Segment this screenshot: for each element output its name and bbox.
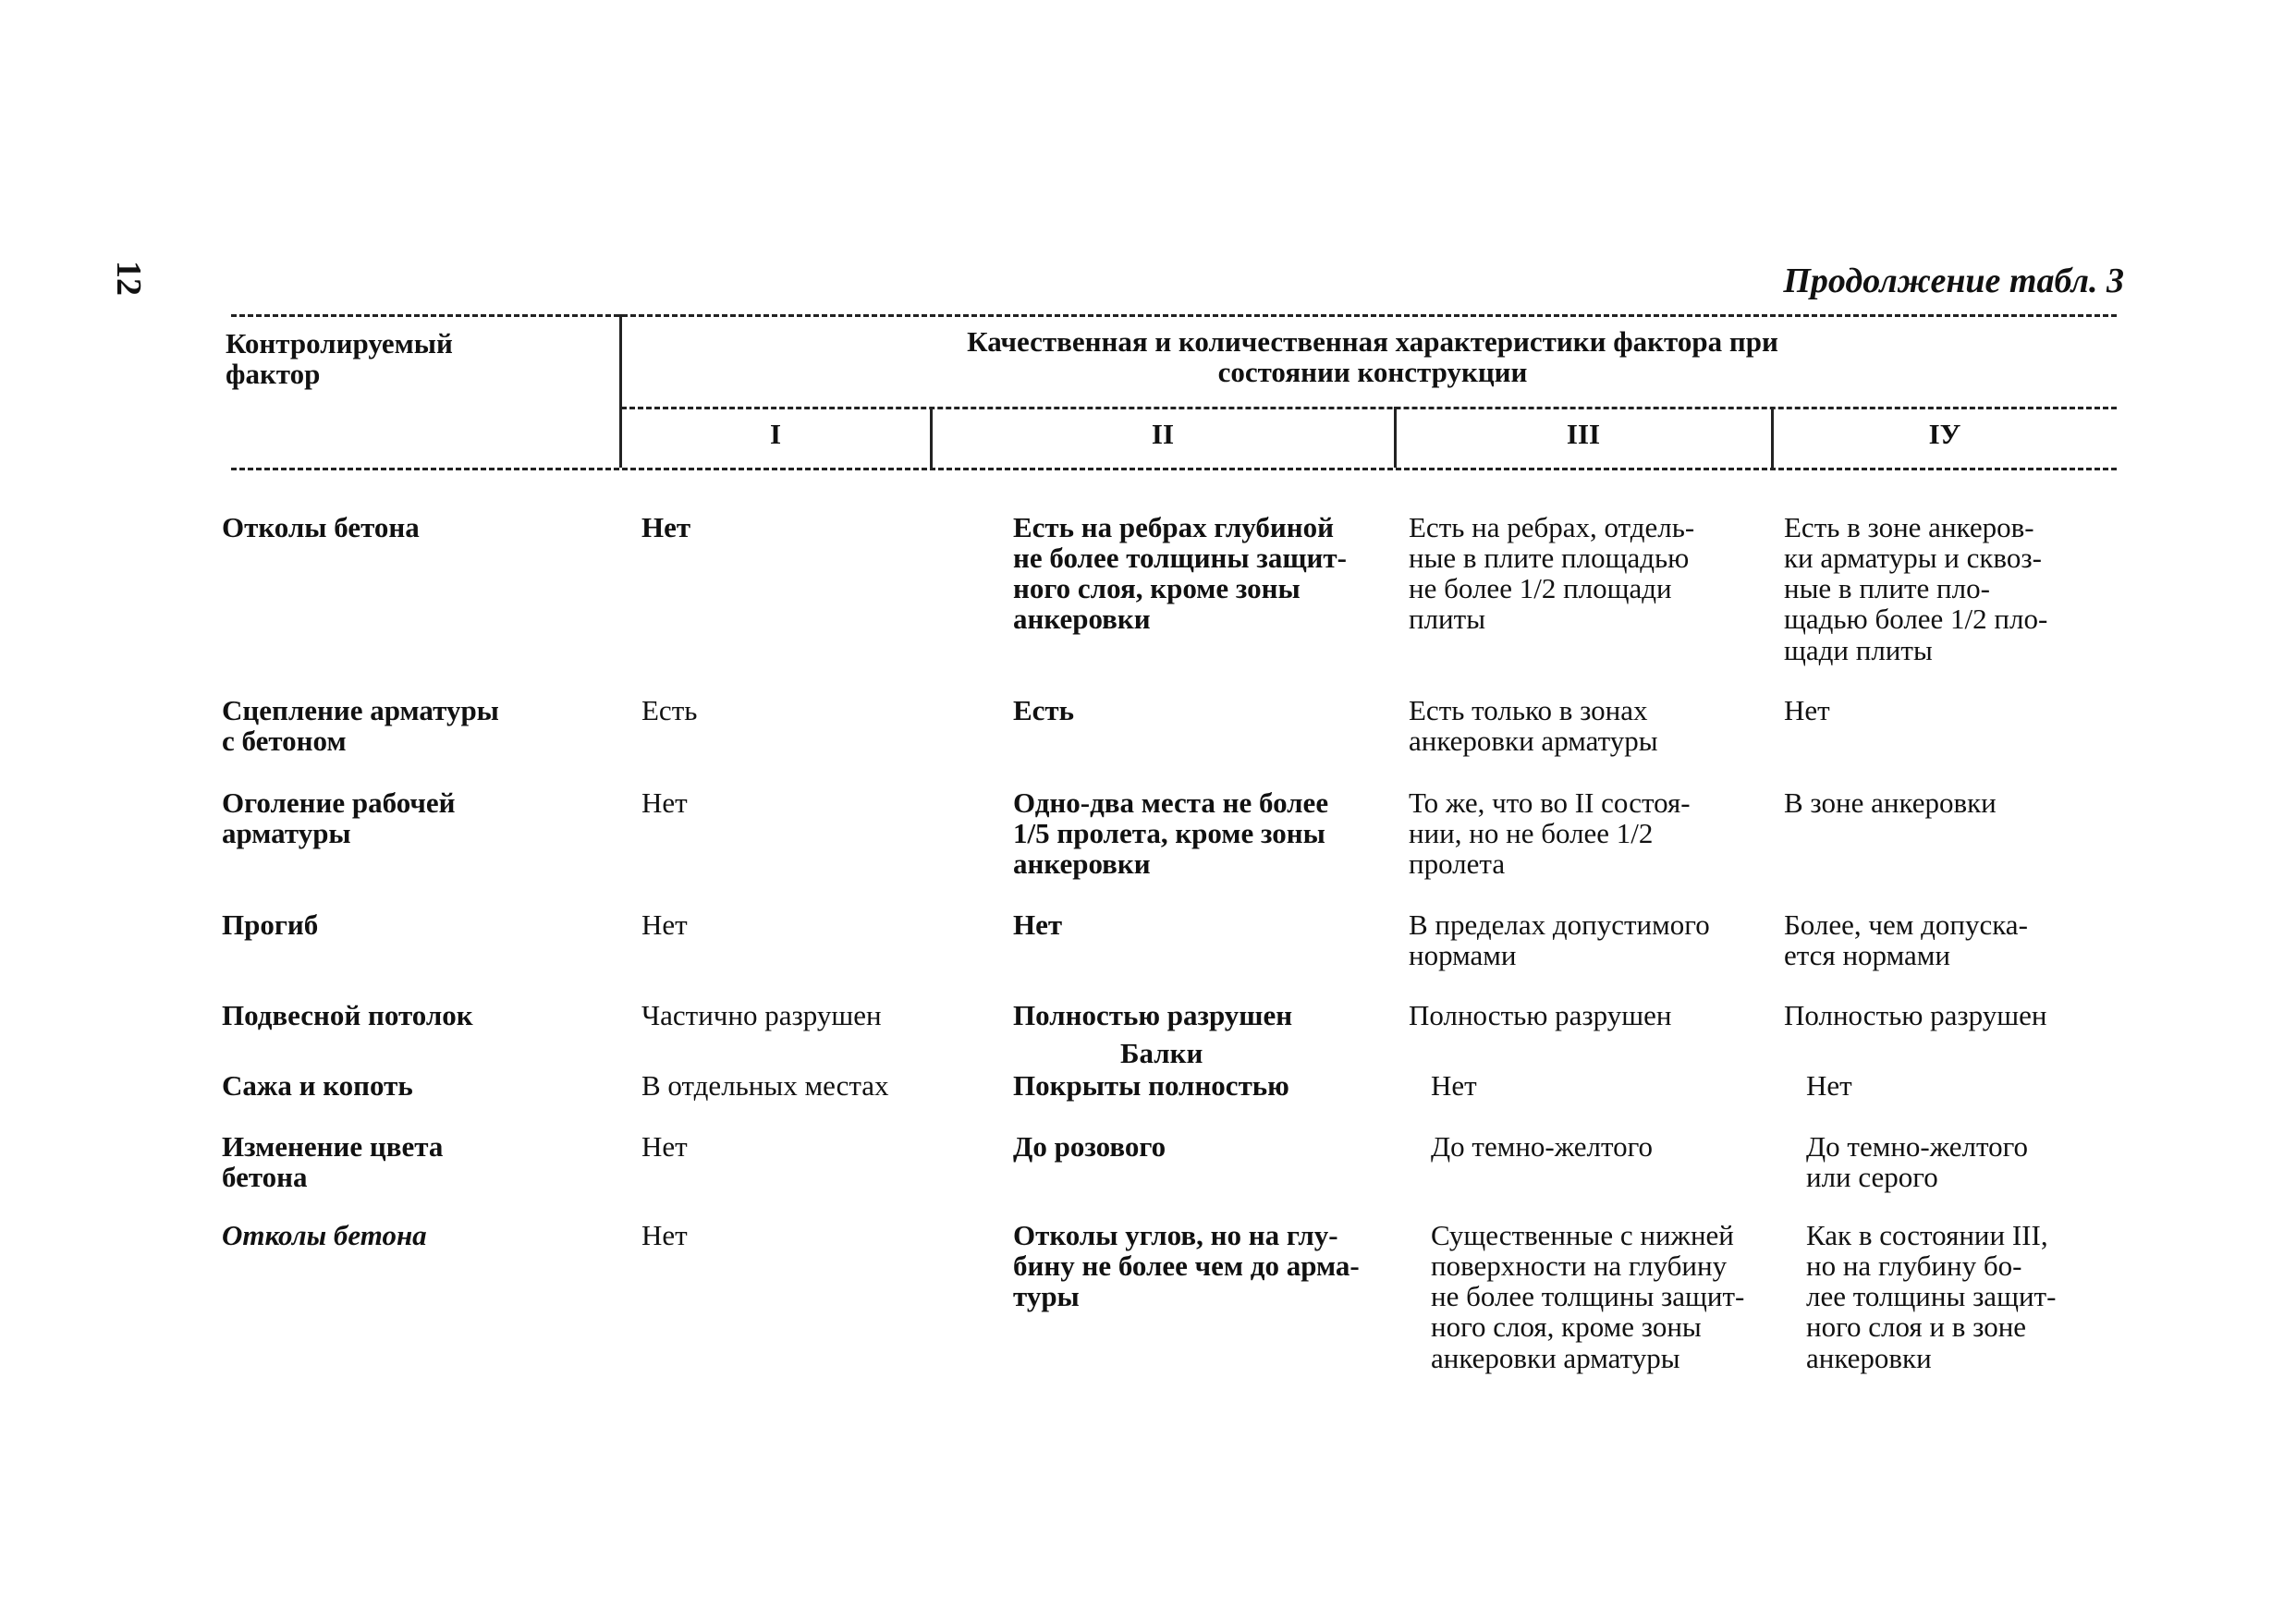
row-state-2: Одно-два места не более 1/5 пролета, кроме зоны анкеровки xyxy=(1013,786,1329,881)
row-state-4: Нет xyxy=(1806,1069,1852,1102)
row-state-3: Полностью разрушен xyxy=(1409,999,1672,1031)
row-state-3: До темно-желтого xyxy=(1431,1130,1654,1163)
row-state-2: Есть xyxy=(1013,694,1075,726)
section-subheading: Балки xyxy=(1120,1037,1203,1069)
row-factor: Отколы бетона xyxy=(222,1219,427,1251)
row-state-1: В отдельных местах xyxy=(641,1069,889,1102)
state-header-3: III xyxy=(1566,418,1601,450)
row-state-3: Существенные с нижней поверхности на глубину не более толщины защит- ного слоя, кроме зоны анкеровки арматуры xyxy=(1431,1219,1745,1374)
row-state-1: Нет xyxy=(641,511,691,543)
row-factor: Отколы бетона xyxy=(222,511,420,543)
row-state-1: Есть xyxy=(641,694,698,726)
row-factor: Сцепление арматуры с бетоном xyxy=(222,694,499,758)
row-state-1: Частично разрушен xyxy=(641,999,882,1031)
row-factor: Оголение рабочей арматуры xyxy=(222,786,456,850)
factor-column-header: Контролируемый фактор xyxy=(226,327,453,390)
row-state-4: Есть в зоне анкеров- ки арматуры и сквоз- ные в плите пло- щадью более 1/2 пло- щади плиты xyxy=(1784,511,2048,666)
row-state-4: Как в состоянии III, но на глубину бо- лее толщины защит- ного слоя и в зоне анкеровки xyxy=(1806,1219,2057,1374)
row-factor: Сажа и копоть xyxy=(222,1069,413,1102)
row-state-2: Покрыты полностью xyxy=(1013,1069,1289,1102)
row-state-2: Полностью разрушен xyxy=(1013,999,1293,1031)
row-state-4: Полностью разрушен xyxy=(1784,999,2047,1031)
table-caption: Продолжение табл. 3 xyxy=(1783,262,2124,300)
row-state-2: До розового xyxy=(1013,1130,1166,1163)
row-state-1: Нет xyxy=(641,908,688,941)
row-state-3: Есть на ребрах, отдель- ные в плите площадью не более 1/2 площади плиты xyxy=(1409,511,1695,636)
row-state-4: Более, чем допуска- ется нормами xyxy=(1784,908,2028,972)
row-state-4: В зоне анкеровки xyxy=(1784,786,1997,819)
row-state-2: Нет xyxy=(1013,908,1063,941)
row-state-4: До темно-желтого или серого xyxy=(1806,1130,2029,1194)
state-header-1: I xyxy=(769,418,782,450)
row-state-1: Нет xyxy=(641,786,688,819)
row-state-3: То же, что во II состоя- нии, но не более 1/2 пролета xyxy=(1409,786,1691,881)
state-header-4: IУ xyxy=(1928,418,1961,450)
header-bottom-rule xyxy=(231,468,2117,470)
row-state-1: Нет xyxy=(641,1219,688,1251)
row-state-2: Отколы углов, но на глу- бину не более чем до арма- туры xyxy=(1013,1219,1360,1313)
row-state-3: Есть только в зонах анкеровки арматуры xyxy=(1409,694,1658,758)
state-header-2: II xyxy=(1151,418,1175,450)
row-factor: Изменение цвета бетона xyxy=(222,1130,444,1194)
header-middle-rule xyxy=(621,407,2117,409)
row-state-2: Есть на ребрах глубиной не более толщины защит- ного слоя, кроме зоны анкеровки xyxy=(1013,511,1347,636)
row-factor: Прогиб xyxy=(222,908,319,941)
row-state-1: Нет xyxy=(641,1130,688,1163)
table-top-rule xyxy=(231,314,2117,317)
row-state-3: Нет xyxy=(1431,1069,1477,1102)
row-state-3: В пределах допустимого нормами xyxy=(1409,908,1710,972)
page-number: 12 xyxy=(109,261,148,296)
characteristic-header: Качественная и количественная характеристики фактора при состоянии конструкции xyxy=(967,325,1778,388)
row-factor: Подвесной потолок xyxy=(222,999,473,1031)
row-state-4: Нет xyxy=(1784,694,1830,726)
